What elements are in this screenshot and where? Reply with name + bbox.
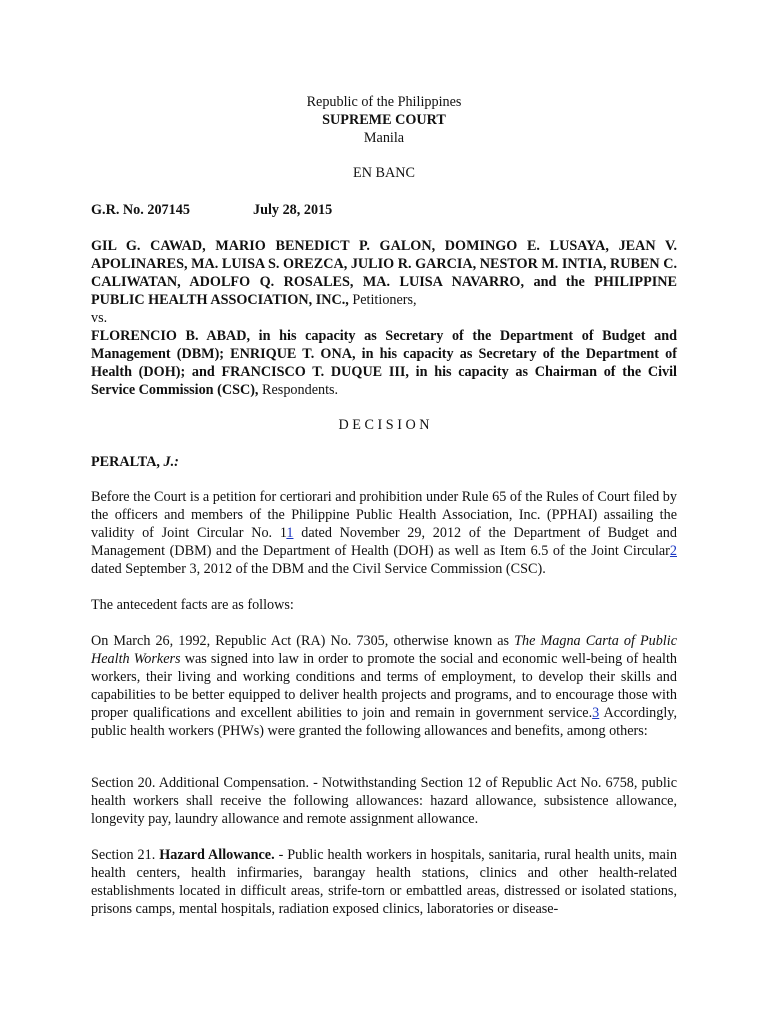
- paragraph-petition: [91, 488, 677, 578]
- law-title: The Magna Carta of Public Health Workers: [91, 633, 677, 667]
- paragraph-text: Before the Court is a petition for certiorari and prohibition under Rule 65 of the Rules of Court filed by the officers and members of the Philippine Public Health Association, Inc. (PPHAI) assailing the validity of Joint Circular No. 1: [91, 489, 677, 541]
- footnote-link-2[interactable]: 2: [669, 543, 677, 559]
- petitioners-names: GIL G. CAWAD, MARIO BENEDICT P. GALON, DOMINGO E. LUSAYA, JEAN V. APOLINARES, MA. LUISA S. OREZCA, JULIO R. GARCIA, NESTOR M. INTIA, RUBEN C. CALIWATAN, ADOLFO Q. ROSALES, MA. LUISA NAVARRO, and the PHILIPPINE PUBLIC HEALTH ASSOCIATION, INC.,: [91, 238, 677, 308]
- paragraph-magna-carta: [91, 632, 677, 740]
- ponente-line: [91, 453, 677, 471]
- respondents-block: [91, 327, 677, 399]
- court-header: [91, 93, 677, 147]
- section-heading: Hazard Allowance.: [159, 847, 275, 863]
- gr-number: G.R. No. 207145: [91, 202, 190, 218]
- paragraph-text: Accordingly, public health workers (PHWs) were granted the following allowances and benefits, among others:: [91, 705, 677, 739]
- paragraph-text: was signed into law in order to promote the social and economic well-being of health workers, their living and working conditions and terms of employment, to develop their skills and capabilities to be better equipped to deliver health projects and programs, and to encourage those with proper qualifications and excellent abilities to join and remain in government service.: [91, 651, 677, 721]
- court-city: Manila: [363, 130, 405, 146]
- petitioners-label: Petitioners,: [352, 292, 417, 308]
- footnote-link-3[interactable]: 3: [592, 705, 600, 721]
- court-name: SUPREME COURT: [322, 112, 446, 128]
- division-heading: EN BANC: [353, 165, 415, 181]
- paragraph-text: dated November 29, 2012 of the Department of Budget and Management (DBM) and the Department of Health (DOH) as well as Item 6.5 of the Joint Circular: [91, 525, 677, 559]
- decision-heading: D E C I S I O N: [338, 417, 430, 433]
- paragraph-antecedent: The antecedent facts are as follows:: [91, 597, 294, 613]
- respondents-label: Respondents.: [262, 382, 339, 398]
- paragraph-text: dated September 3, 2012 of the DBM and the Civil Service Commission (CSC).: [91, 561, 546, 577]
- paragraph-section-21: [91, 846, 677, 918]
- paragraph-text: - Public health workers in hospitals, sanitaria, rural health units, main health centers, health infirmaries, barangay health stations, clinics and other health-related establishments located in difficult areas, strife-torn or embattled areas, distressed or isolated stations, prisons camps, mental hospitals, radiation exposed clinics, laboratories or disease-: [91, 847, 677, 917]
- case-number-line: [91, 201, 677, 219]
- petitioners-block: [91, 237, 677, 309]
- case-date: July 28, 2015: [253, 202, 333, 218]
- footnote-link-1[interactable]: 1: [286, 525, 294, 541]
- ponente-title: J.:: [163, 454, 179, 470]
- paragraph-text: Section 21.: [91, 847, 160, 863]
- country-name: Republic of the Philippines: [306, 94, 462, 110]
- respondents-names: FLORENCIO B. ABAD, in his capacity as Secretary of the Department of Budget and Management (DBM); ENRIQUE T. ONA, in his capacity as Secretary of the Department of Health (DOH); and FRANCISCO T. DUQUE III, in his capacity as Chairman of the Civil Service Commission (CSC),: [91, 328, 677, 398]
- paragraph-section-20: Section 20. Additional Compensation. - Notwithstanding Section 12 of Republic Act No. 6758, public health workers shall receive the following allowances: hazard allowance, subsistence allowance, longevity pay, laundry allowance and remote assignment allowance.: [91, 775, 677, 827]
- ponente-name: PERALTA,: [91, 454, 160, 470]
- versus-text: vs.: [91, 310, 108, 326]
- paragraph-text: On March 26, 1992, Republic Act (RA) No. 7305, otherwise known as: [91, 633, 515, 649]
